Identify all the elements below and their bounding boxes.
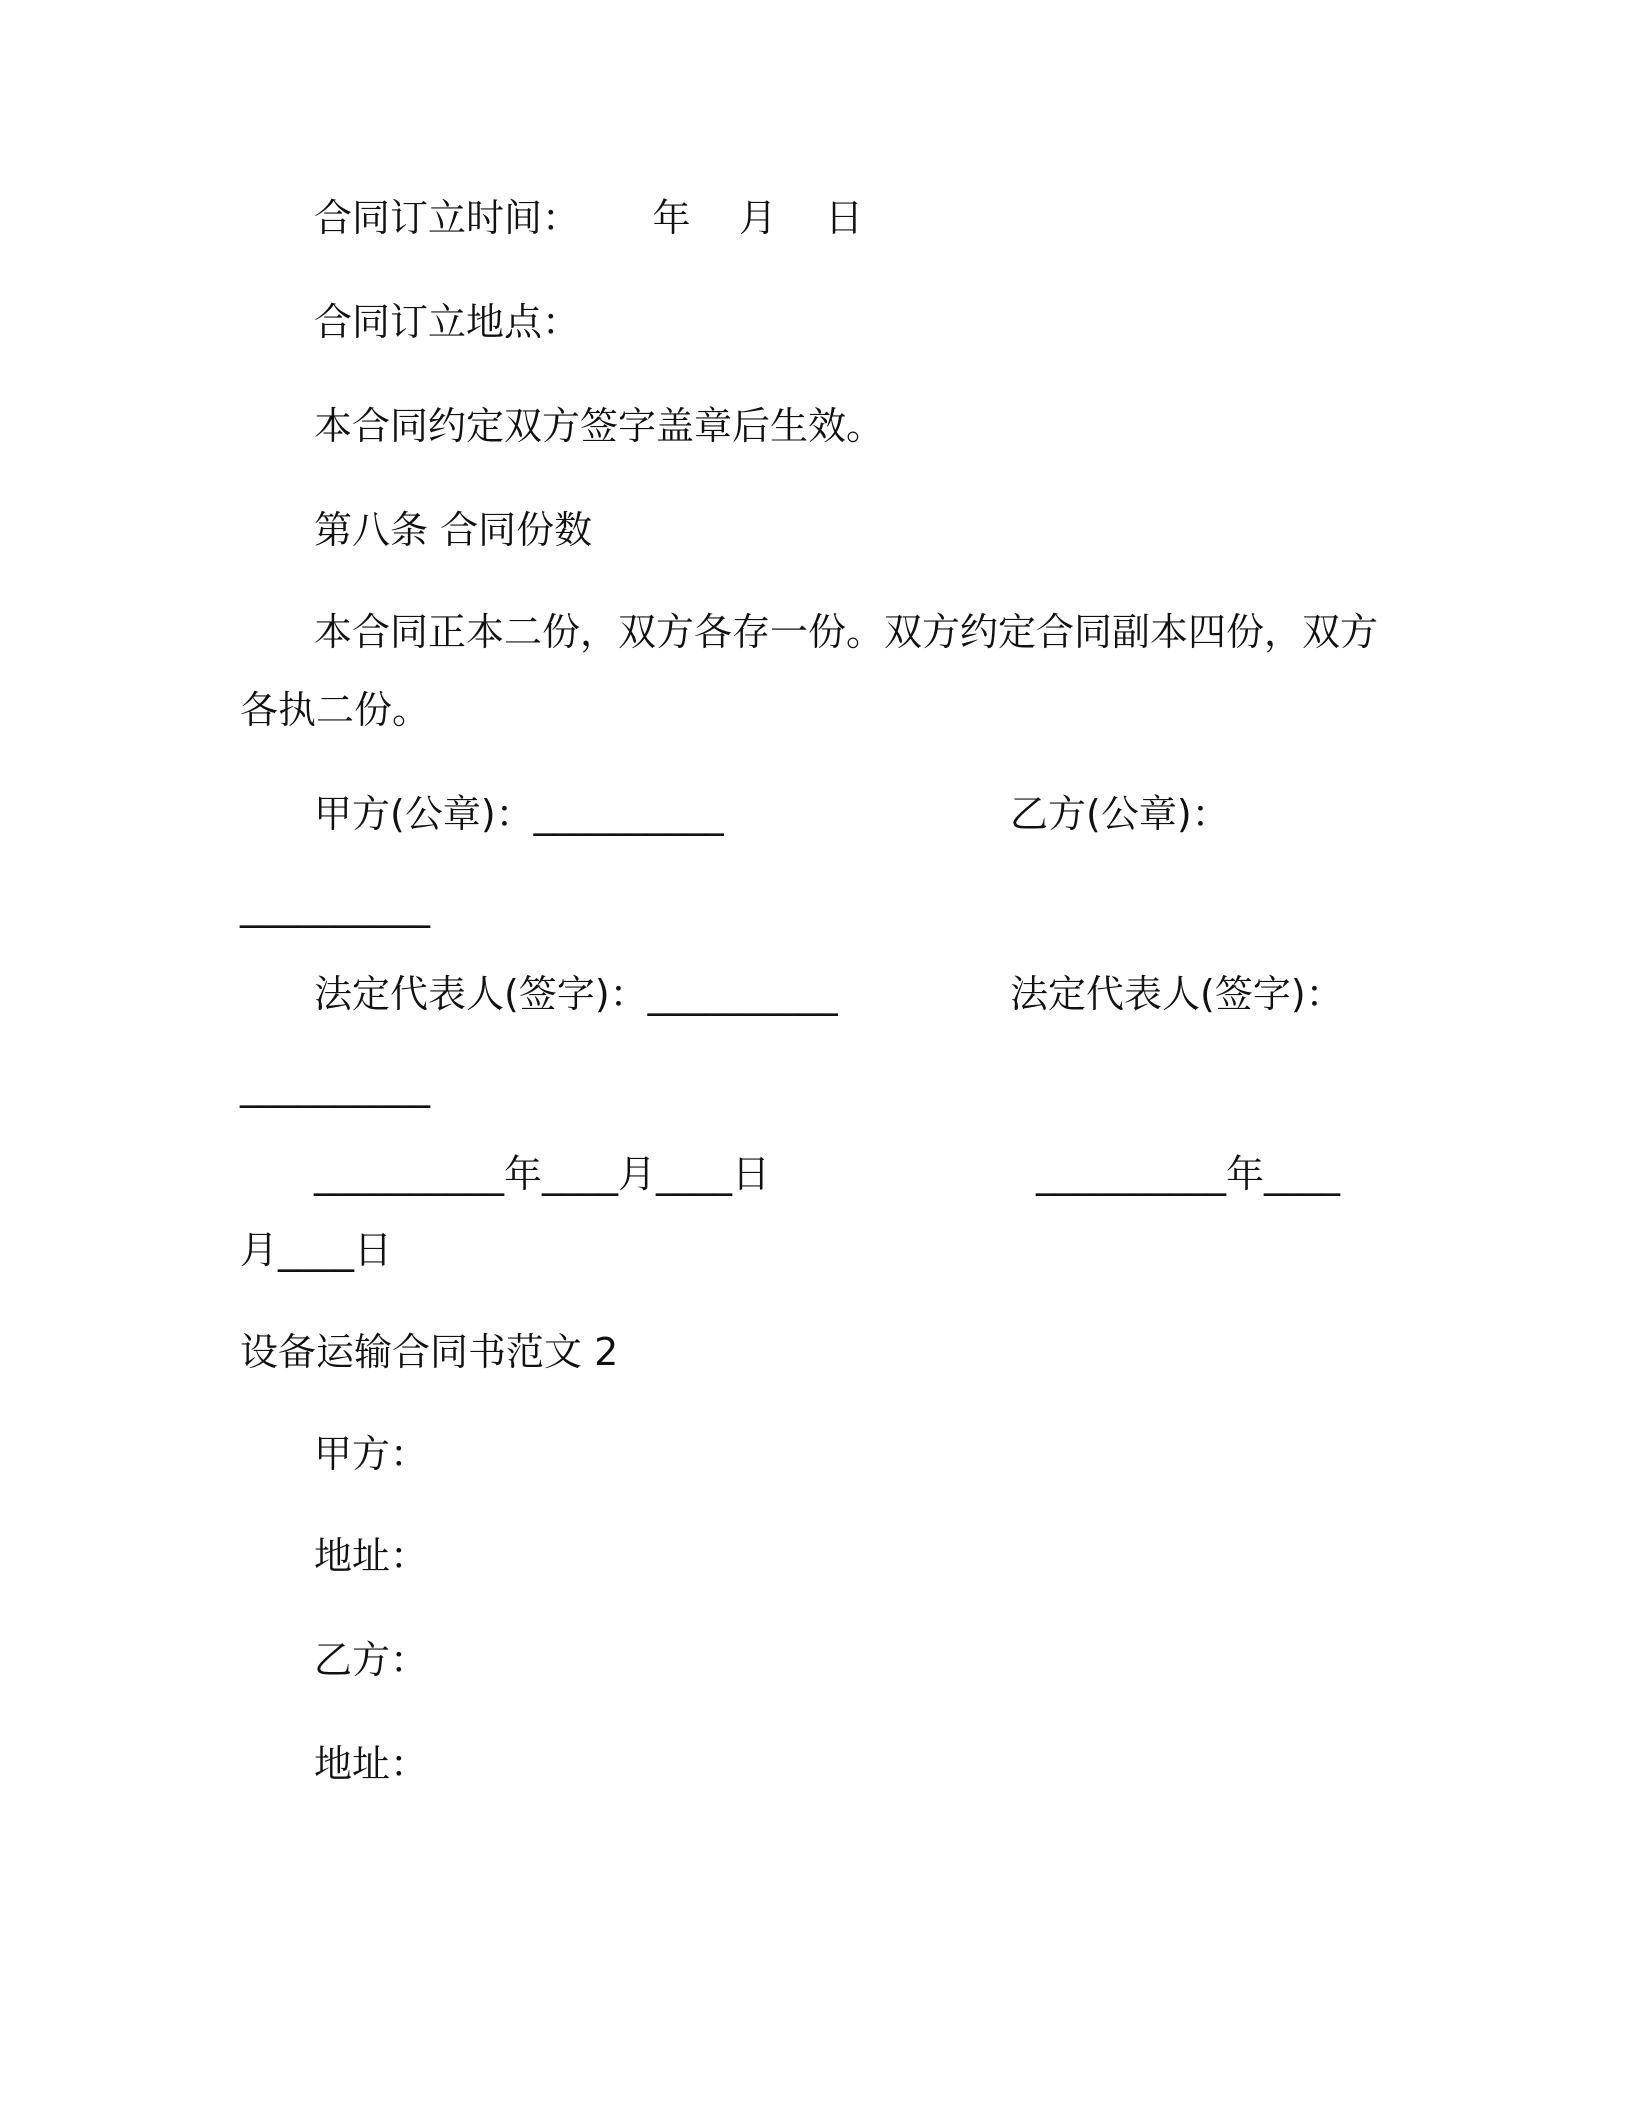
section-2-heading: 设备运输合同书范文 2	[240, 1330, 619, 1374]
party-b-representative-blank: __________	[240, 1064, 430, 1108]
party-b-date-line: __________年____	[1036, 1152, 1341, 1196]
party-a-seal-line: 甲方(公章)：__________	[314, 792, 724, 836]
party-b-seal-label: 乙方(公章)：	[1010, 792, 1230, 836]
party-a-representative-line: 法定代表人(签字)：__________	[314, 972, 838, 1016]
contract-effective-clause: 本合同约定双方签字盖章后生效。	[314, 404, 885, 448]
contract-sign-time: 合同订立时间： 年 月 日	[314, 196, 864, 240]
copies-paragraph-line-2: 各执二份。	[240, 688, 431, 732]
party-b-representative-label: 法定代表人(签字)：	[1010, 972, 1344, 1016]
article-8-heading: 第八条 合同份数	[314, 508, 593, 552]
party-b-seal-blank: __________	[240, 884, 430, 928]
copies-paragraph-line-1: 本合同正本二份，双方各存一份。双方约定合同副本四份，双方	[314, 610, 1379, 654]
field-address-a: 地址：	[314, 1534, 429, 1578]
field-address-b: 地址：	[314, 1742, 429, 1786]
field-party-b: 乙方：	[314, 1638, 429, 1682]
field-party-a: 甲方：	[314, 1432, 429, 1476]
party-a-date-line: __________年____月____日	[314, 1152, 771, 1196]
contract-sign-place: 合同订立地点：	[314, 300, 581, 344]
party-b-date-continuation: 月____日	[240, 1228, 393, 1272]
